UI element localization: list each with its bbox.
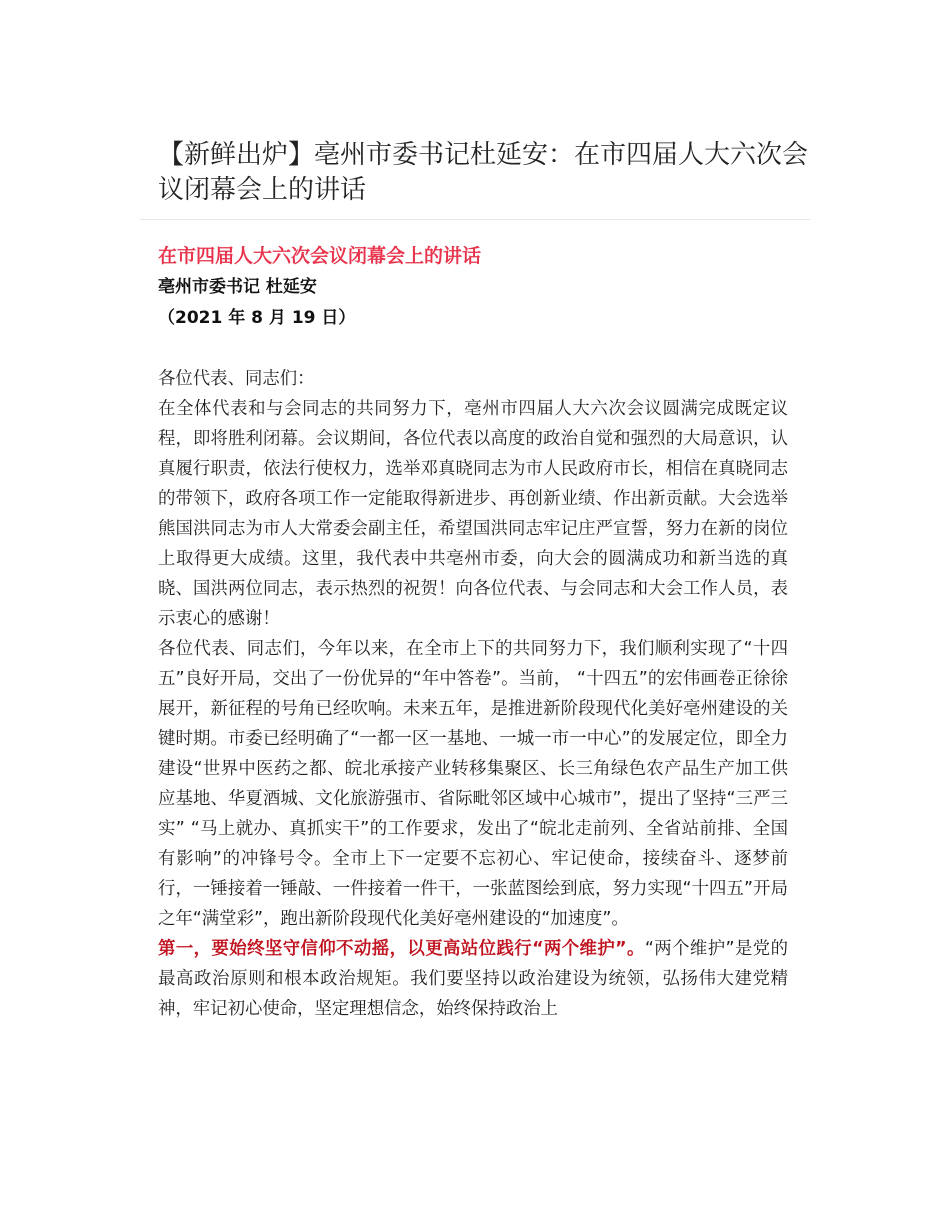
paragraph-2: 各位代表、同志们，今年以来，在全市上下的共同努力下，我们顺利实现了“十四五”良好开局，交出了一份优异的“年中答卷”。当前， “十四五”的宏伟画卷正徐徐展开，新征程的号角已经吹响。未来五年，是推进新阶段现代化美好亳州建设的关键时期。市委已经明确了“一都一区一基地、一城一市一中心”的发展定位，即全力建设“世界中医药之都、皖北承接产业转移集聚区、长三角绿色农产品生产加工供应基地、华夏酒城、文化旅游强市、省际毗邻区域中心城市”，提出了坚持“三严三实” “马上就办、真抓实干”的工作要求，发出了“皖北走前列、全省站前排、全国有影响”的冲锋号令。全市上下一定要不忘初心、牢记使命，接续奋斗、逐梦前行，一锤接着一锤敲、一件接着一件干，一张蓝图绘到底，努力实现“十四五”开局之年“满堂彩”，跑出新阶段现代化美好亳州建设的“加速度”。	[158, 639, 788, 929]
speech-title: 在市四届人大六次会议闭幕会上的讲话	[158, 245, 482, 267]
paragraph-3	[158, 934, 788, 1024]
document-title: 【新鲜出炉】亳州市委书记杜延安：在市四届人大六次会议闭幕会上的讲话	[158, 140, 809, 205]
paragraph-3-body: “两个维护”是党的最高政治原则和根本政治规矩。我们要坚持以政治建设为统领，弘扬伟大建党精神，牢记初心使命，坚定理想信念，始终保持政治上	[158, 939, 788, 1019]
speech-date: （2021 年 8 月 19 日）	[158, 308, 356, 328]
title-divider	[140, 219, 810, 220]
paragraph-3-lead: 第一，要始终坚守信仰不动摇，以更高站位践行“两个维护”。	[158, 939, 645, 959]
paragraph-1: 在全体代表和与会同志的共同努力下，亳州市四届人大六次会议圆满完成既定议程，即将胜利闭幕。会议期间，各位代表以高度的政治自觉和强烈的大局意识，认真履行职责，依法行使权力，选举邓真晓同志为市人民政府市长，相信在真晓同志的带领下，政府各项工作一定能取得新进步、再创新业绩、作出新贡献。大会选举熊国洪同志为市人大常委会副主任，希望国洪同志牢记庄严宣誓，努力在新的岗位上取得更大成绩。这里，我代表中共亳州市委，向大会的圆满成功和新当选的真晓、国洪两位同志，表示热烈的祝贺！向各位代表、与会同志和大会工作人员，表示衷心的感谢！	[158, 399, 788, 629]
speaker-line: 亳州市委书记 杜延安	[158, 277, 317, 297]
document-body	[158, 240, 788, 1024]
salutation: 各位代表、同志们：	[158, 369, 315, 389]
